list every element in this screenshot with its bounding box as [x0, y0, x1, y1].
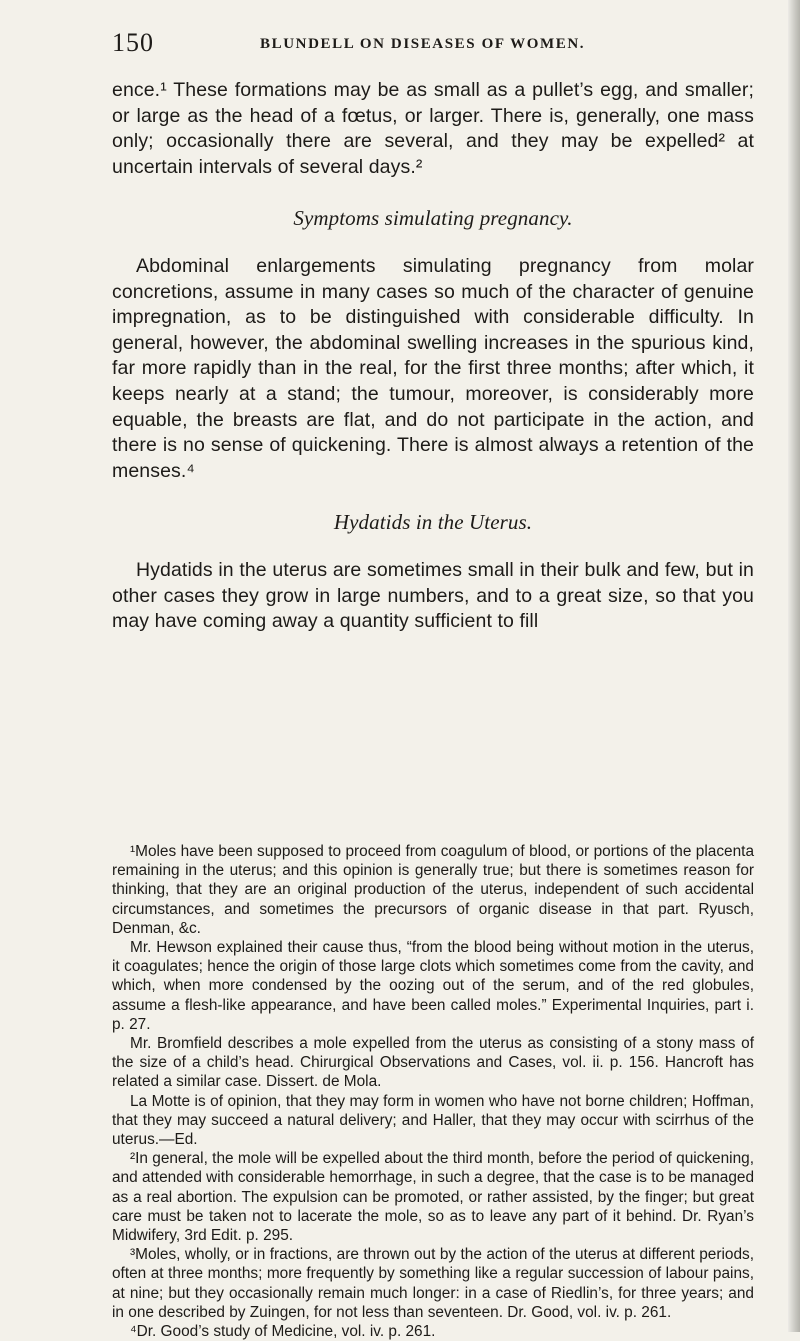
footnote-2: ²In general, the mole will be expelled about the third month, before the period of quickening, and attended with considerable hemorrhage, in such a degree, that the case is to be managed as a real abortion. The expulsion can be promoted, or rather assisted, by the finger; but great care must be taken not to lacerate the mole, so as to leave any part of it behind. Dr. Ryan’s Midwifery, 3rd Edit. p. 295. [112, 1150, 754, 1245]
footnote-1-hewson: Mr. Hewson explained their cause thus, “from the blood being without motion in the uterus, it coagulates; hence the origin of those large clots which sometimes come from the cavity, and which, when more condensed by the oozing out of the serum, and of the red globules, assume a flesh-like appearance, and have been called moles.” Experimental Inquiries, part i. p. 27. [112, 939, 754, 1033]
footnotes [112, 842, 754, 1341]
footnote-3: ³Moles, wholly, or in fractions, are thrown out by the action of the uterus at different periods, often at three months; more frequently by something like a regular succession of labour pains, at nine; but they occasionally remain much longer: in a case of Riedlin’s, for three years; and in one described by Zuingen, for not less than seventeen. Dr. Good, vol. iv. p. 261. [112, 1246, 754, 1321]
footnote-4: ⁴Dr. Good’s study of Medicine, vol. iv. p. 261. [130, 1323, 436, 1341]
page-number: 150 [112, 28, 154, 57]
section-heading-symptoms: Symptoms simulating pregnancy. [293, 206, 573, 231]
main-text [112, 78, 754, 635]
footnote-1-lamotte: La Motte is of opinion, that they may form in women who have not borne children; Hoffman, that they may succeed a natural delivery; and Haller, that they may occur with scirrhus of the uterus.—Ed. [112, 1092, 754, 1149]
footnote-1-bromfield: Mr. Bromfield describes a mole expelled from the uterus as consisting of a stony mass of the size of a child’s head. Chirurgical Observations and Cases, vol. ii. p. 156. Hancroft has related a similar case. Dissert. de Mola. [112, 1035, 754, 1091]
page-edge-shadow [788, 0, 800, 1332]
paragraph-3: Hydatids in the uterus are sometimes small in their bulk and few, but in other cases they grow in large numbers, and to a great size, so that you may have coming away a quantity sufficient to fill [112, 558, 754, 633]
footnote-1: ¹Moles have been supposed to proceed from coagulum of blood, or portions of the placenta remaining in the uterus; and this opinion is generally true; but there is sometimes reason for thinking, that they are an original production of the uterus, independent of such accidental circumstances, and sometimes the precursors of organic disease in that part. Ryusch, Denman, &c. [112, 843, 754, 937]
paragraph-2: Abdominal enlargements simulating pregnancy from molar concretions, assume in many cases so much of the character of genuine impregnation, as to be distinguished with considerable difficulty. In general, however, the abdominal swelling increases in the spurious kind, far more rapidly than in the real, for the first three months; after which, it keeps nearly at a stand; the tumour, moreover, is considerably more equable, the breasts are flat, and do not participate in the action, and there is no sense of quickening. There is almost always a retention of the menses.⁴ [112, 254, 754, 482]
section-heading-hydatids: Hydatids in the Uterus. [333, 510, 533, 535]
running-head: BLUNDELL ON DISEASES OF WOMEN. [260, 36, 586, 52]
page-header [112, 26, 752, 62]
paragraph-1: ence.¹ These formations may be as small as a pullet’s egg, and smaller; or large as the head of a fœtus, or larger. There is, generally, one mass only; occasionally there are several, and they may be expelled² at uncertain intervals of several days.² [112, 79, 754, 178]
